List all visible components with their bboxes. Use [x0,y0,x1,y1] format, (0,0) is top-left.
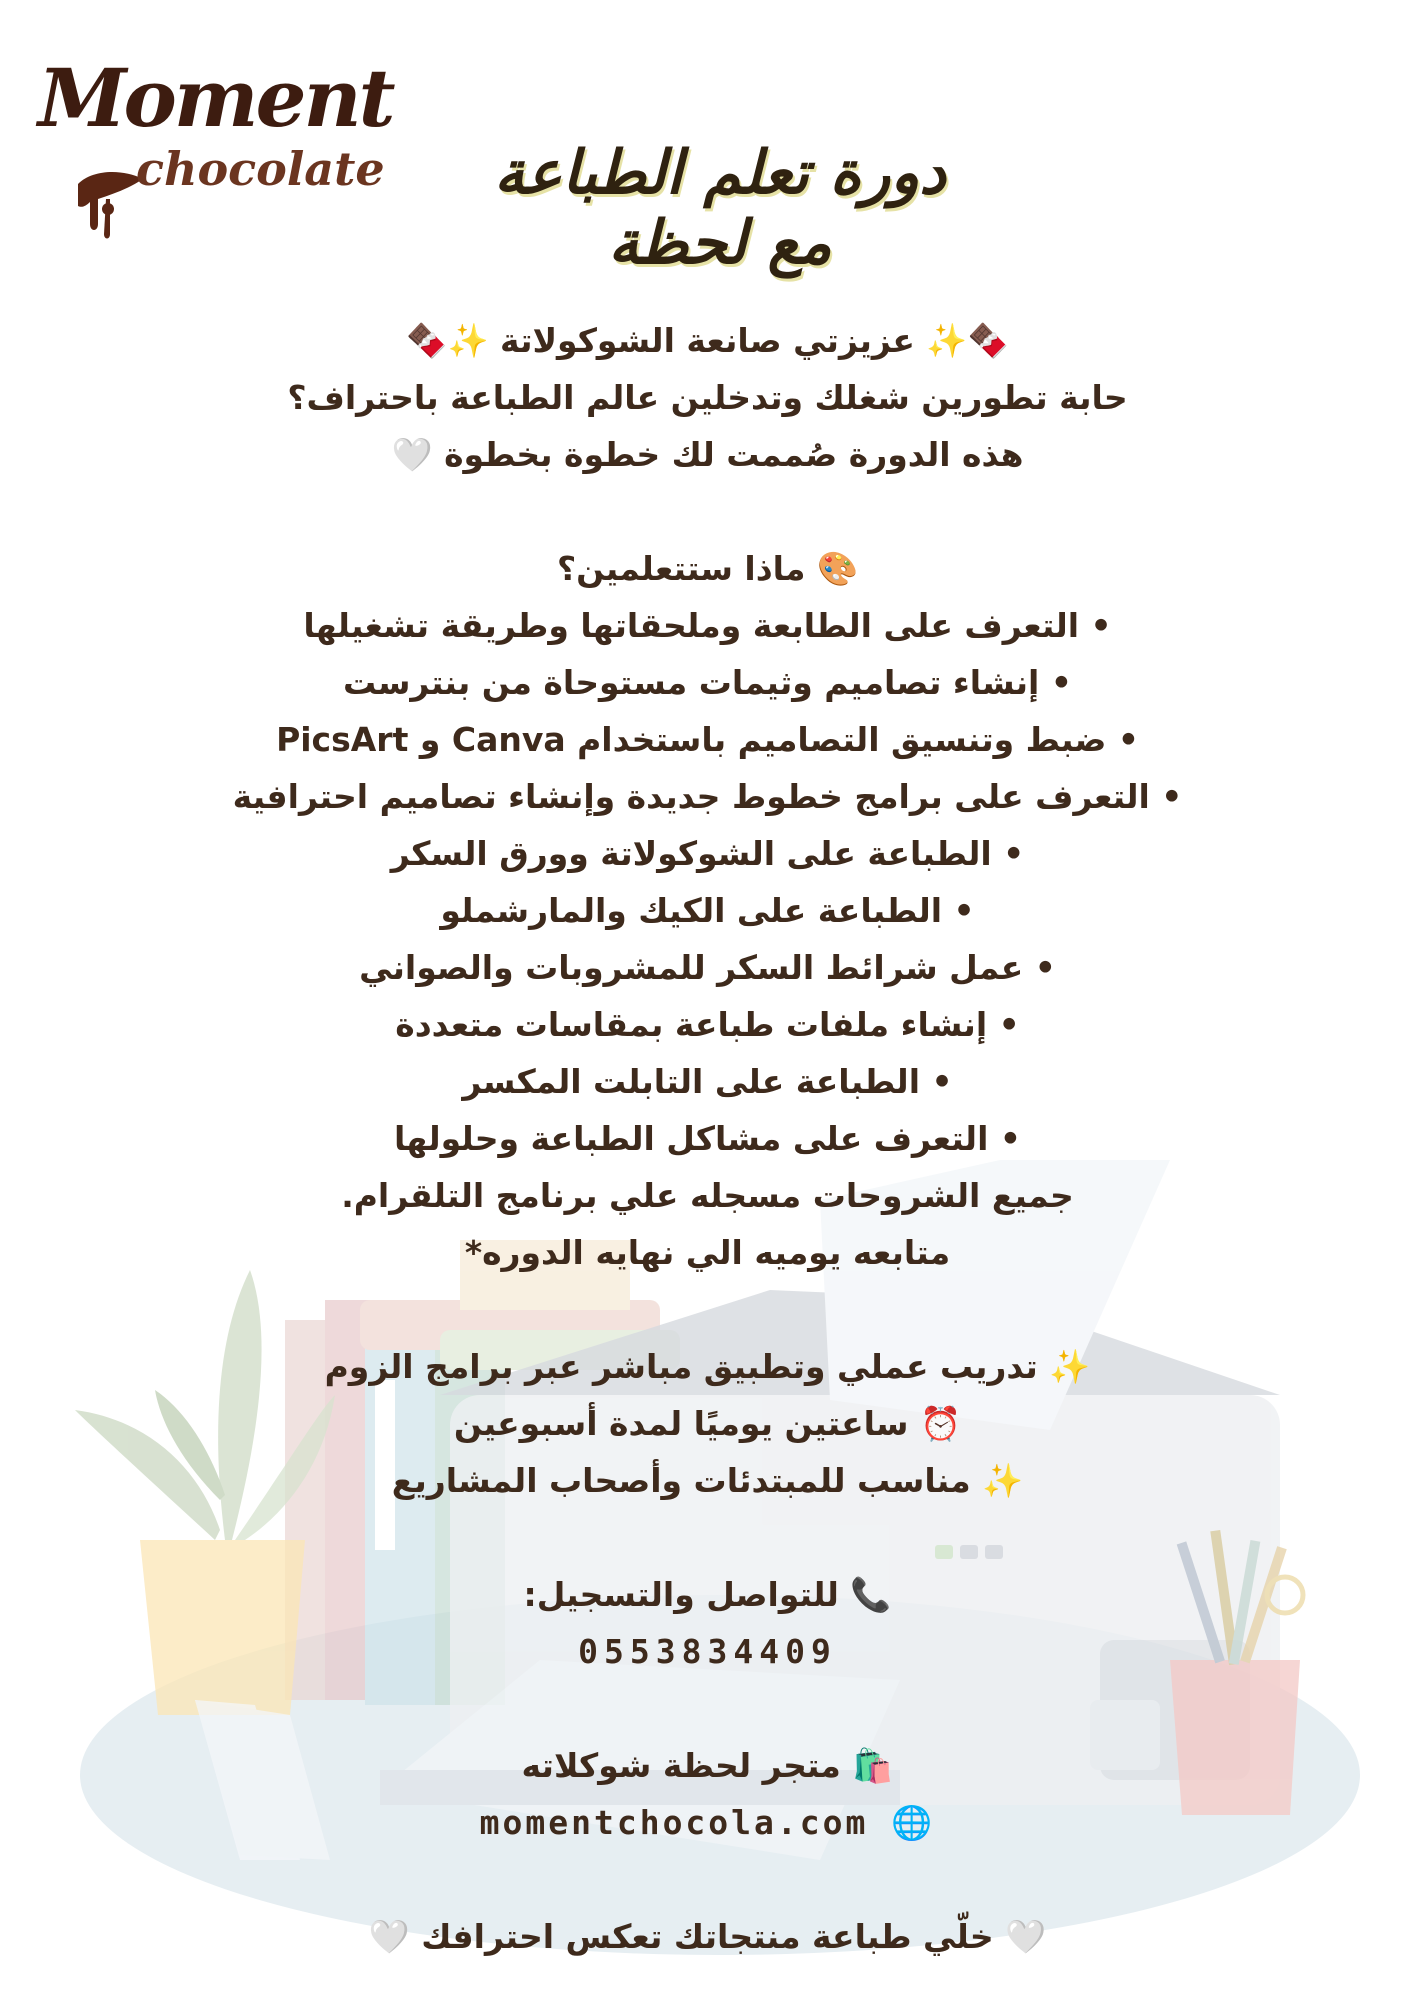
learn-item: • الطباعة على التابلت المكسر [462,1062,953,1101]
learn-item: • عمل شرائط السكر للمشروبات والصواني [359,948,1056,987]
intro-line-tagline: هذه الدورة صُممت لك خطوة بخطوة 🤍 [391,435,1024,474]
feature-audience: ✨ مناسب للمبتدئات وأصحاب المشاريع [391,1461,1024,1500]
learn-item: • التعرف على مشاكل الطباعة وحلولها [394,1119,1021,1158]
note-telegram: جميع الشروحات مسجله علي برنامج التلقرام. [341,1176,1074,1215]
brand-subtitle: chocolate [136,142,385,196]
learn-item: • التعرف على برامج خطوط جديدة وإنشاء تصاميم احترافية [232,777,1183,816]
store-website-link[interactable]: 🌐 momentchocola.com [479,1803,936,1842]
feature-duration: ⏰ ساعتين يوميًا لمدة أسبوعين [453,1404,962,1443]
learn-item: • الطباعة على الشوكولاتة وورق السكر [390,834,1025,873]
feature-zoom: ✨ تدريب عملي وتطبيق مباشر عبر برامج الزوم [324,1347,1091,1386]
brand-logo [38,51,393,238]
contact-label: 📞 للتواصل والتسجيل: [523,1575,892,1614]
learn-item: • إنشاء ملفات طباعة بمقاسات متعددة [395,1005,1020,1044]
store-label: 🛍️ متجر لحظة شوكلاته [521,1746,894,1785]
learn-item: • ضبط وتنسيق التصاميم باستخدام Canva و PicsArt [276,720,1139,759]
intro-line-greeting: 🍫✨ عزيزتي صانعة الشوكولاتة ✨🍫 [406,321,1009,360]
learn-item: • التعرف على الطابعة وملحقاتها وطريقة تشغيلها [303,606,1112,645]
closing-line: 🤍 خلّي طباعة منتجاتك تعكس احترافك 🤍 [368,1917,1047,1956]
learn-heading: 🎨 ماذا ستتعلمين؟ [556,549,859,588]
main-content [0,312,1415,1965]
learn-item: • الطباعة على الكيك والمارشملو [440,891,975,930]
brand-name: Moment [38,51,393,145]
note-followup: متابعه يوميه الي نهايه الدوره* [464,1233,951,1272]
intro-line-question: حابة تطورين شغلك وتدخلين عالم الطباعة باحتراف؟ [287,378,1128,417]
learn-item: • إنشاء تصاميم وثيمات مستوحاة من بنترست [343,663,1072,702]
page-title: دورة تعلم الطباعة مع لحظة [494,138,946,278]
contact-phone[interactable]: 0553834409 [578,1632,837,1671]
